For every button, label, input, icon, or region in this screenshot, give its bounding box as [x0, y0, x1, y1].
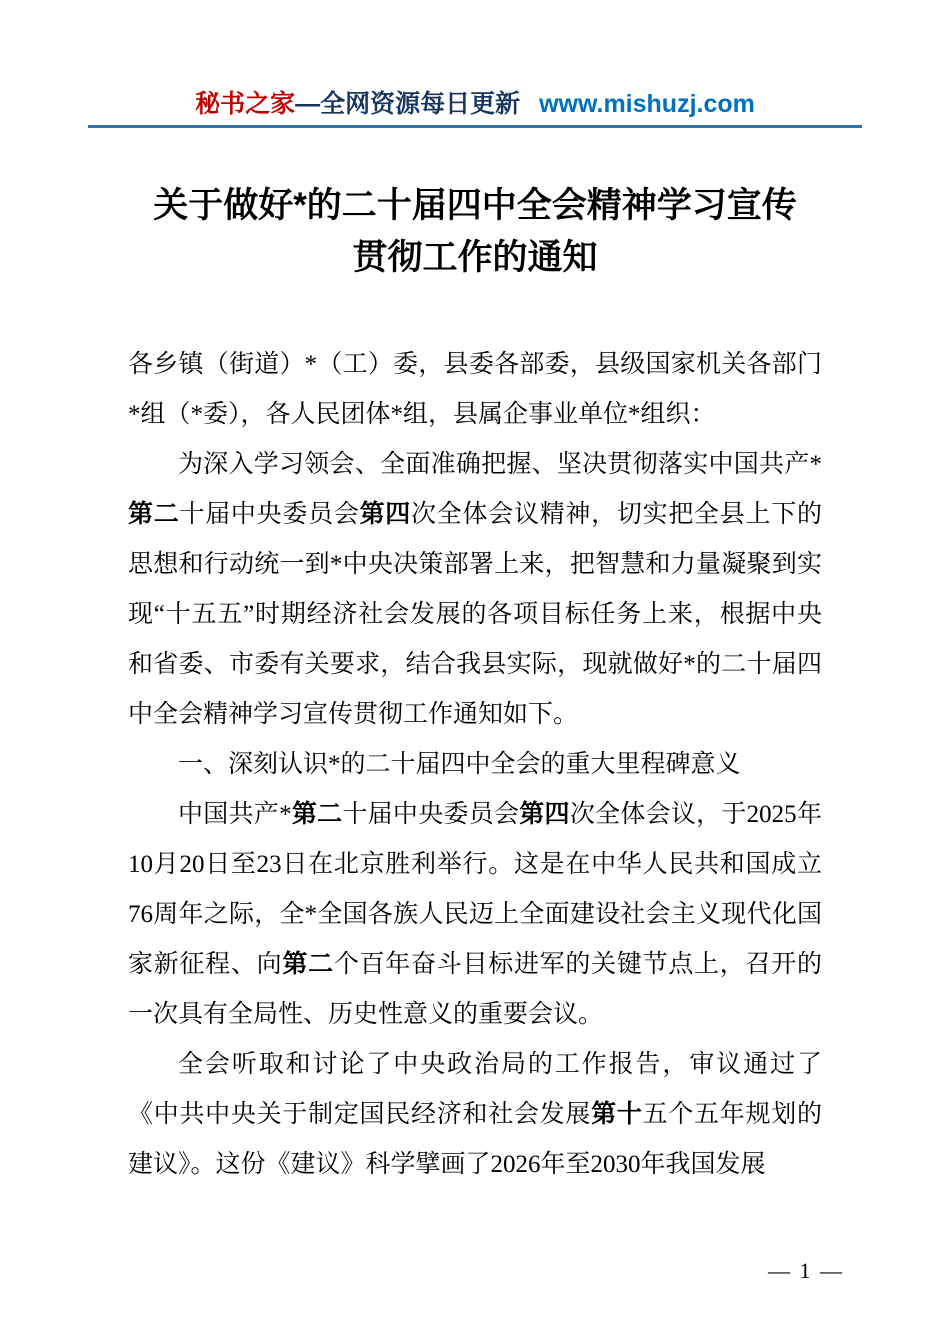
meeting-paragraph: 中国共产*第二十届中央委员会第四次全体会议，于2025年10月20日至23日在北京胜利举行。这是在中华人民共和国成立76周年之际，全*全国各族人民迈上全面建设社会主义现代化国家新征程、向第二个百年奋斗目标进军的关键节点上，召开的一次具有全局性、历史性意义的重要会议。	[128, 801, 822, 1028]
section-heading-1: 一、深刻认识*的二十届四中全会的重大里程碑意义	[178, 751, 741, 778]
document-body	[128, 340, 822, 1190]
plenum-report-paragraph: 全会听取和讨论了中央政治局的工作报告，审议通过了《中共中央关于制定国民经济和社会发展第十五个五年规划的建议》。这份《建议》科学擘画了2026年至2030年我国发展	[128, 1051, 822, 1178]
site-tagline: —全网资源每日更新	[295, 90, 521, 118]
site-header	[0, 84, 950, 120]
addressee-paragraph: 各乡镇（街道）*（工）委，县委各部委，县级国家机关各部门*组（*委），各人民团体*组，县属企事业单位*组织：	[128, 351, 822, 428]
title-line-1: 关于做好*的二十届四中全会精神学习宣传	[153, 186, 797, 225]
title-line-2: 贯彻工作的通知	[352, 238, 598, 277]
page-number: — 1 —	[768, 1258, 844, 1283]
site-url-link[interactable]: www.mishuzj.com	[539, 90, 755, 118]
intro-paragraph: 为深入学习领会、全面准确把握、坚决贯彻落实中国共产*第二十届中央委员会第四次全体会议精神，切实把全县上下的思想和行动统一到*中央决策部署上来，把智慧和力量凝聚到实现“十五五”时期经济社会发展的各项目标任务上来，根据中央和省委、市委有关要求，结合我县实际，现就做好*的二十届四中全会精神学习宣传贯彻工作通知如下。	[128, 451, 822, 728]
document-title	[65, 180, 885, 284]
site-name: 秘书之家	[195, 90, 296, 118]
header-divider	[88, 125, 862, 128]
